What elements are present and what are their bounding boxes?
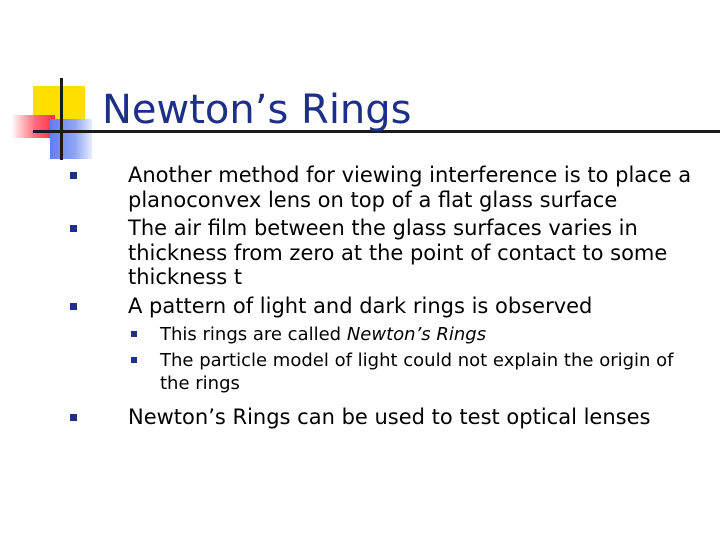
bullet-text: Newton’s Rings can be used to test optical lenses [128,405,651,429]
sub-bullet-text: This rings are called [160,324,347,345]
square-bullet-icon [70,225,77,232]
decor-red-bar [11,115,55,138]
bullet-text: A pattern of light and dark rings is observed [128,293,593,318]
sub-bullet-item [128,349,708,395]
decor-blue-square [50,119,92,159]
sub-bullet-list [128,323,708,395]
square-bullet-icon [70,303,77,310]
slide-title: Newton’s Rings [102,87,412,133]
square-bullet-icon [70,414,77,421]
square-bullet-icon [70,172,77,179]
bullet-item [68,294,708,396]
bullet-item [68,405,708,430]
square-bullet-icon [131,357,137,363]
sub-bullet-item [128,323,708,346]
decor-vertical-line [60,78,63,160]
sub-bullet-italic-text: Newton’s Rings [346,324,487,345]
bullet-text: The air film between the glass surfaces varies in thickness from zero at the point of contact to some thickness t [128,216,668,289]
bullet-item [68,216,708,290]
bullet-item [68,163,708,212]
bullet-text: Another method for viewing interference is to place a planoconvex lens on top of a flat glass surface [128,163,692,212]
square-bullet-icon [131,331,137,337]
bullet-list [68,163,708,434]
sub-bullet-text: The particle model of light could not explain the origin of the rings [160,350,674,394]
